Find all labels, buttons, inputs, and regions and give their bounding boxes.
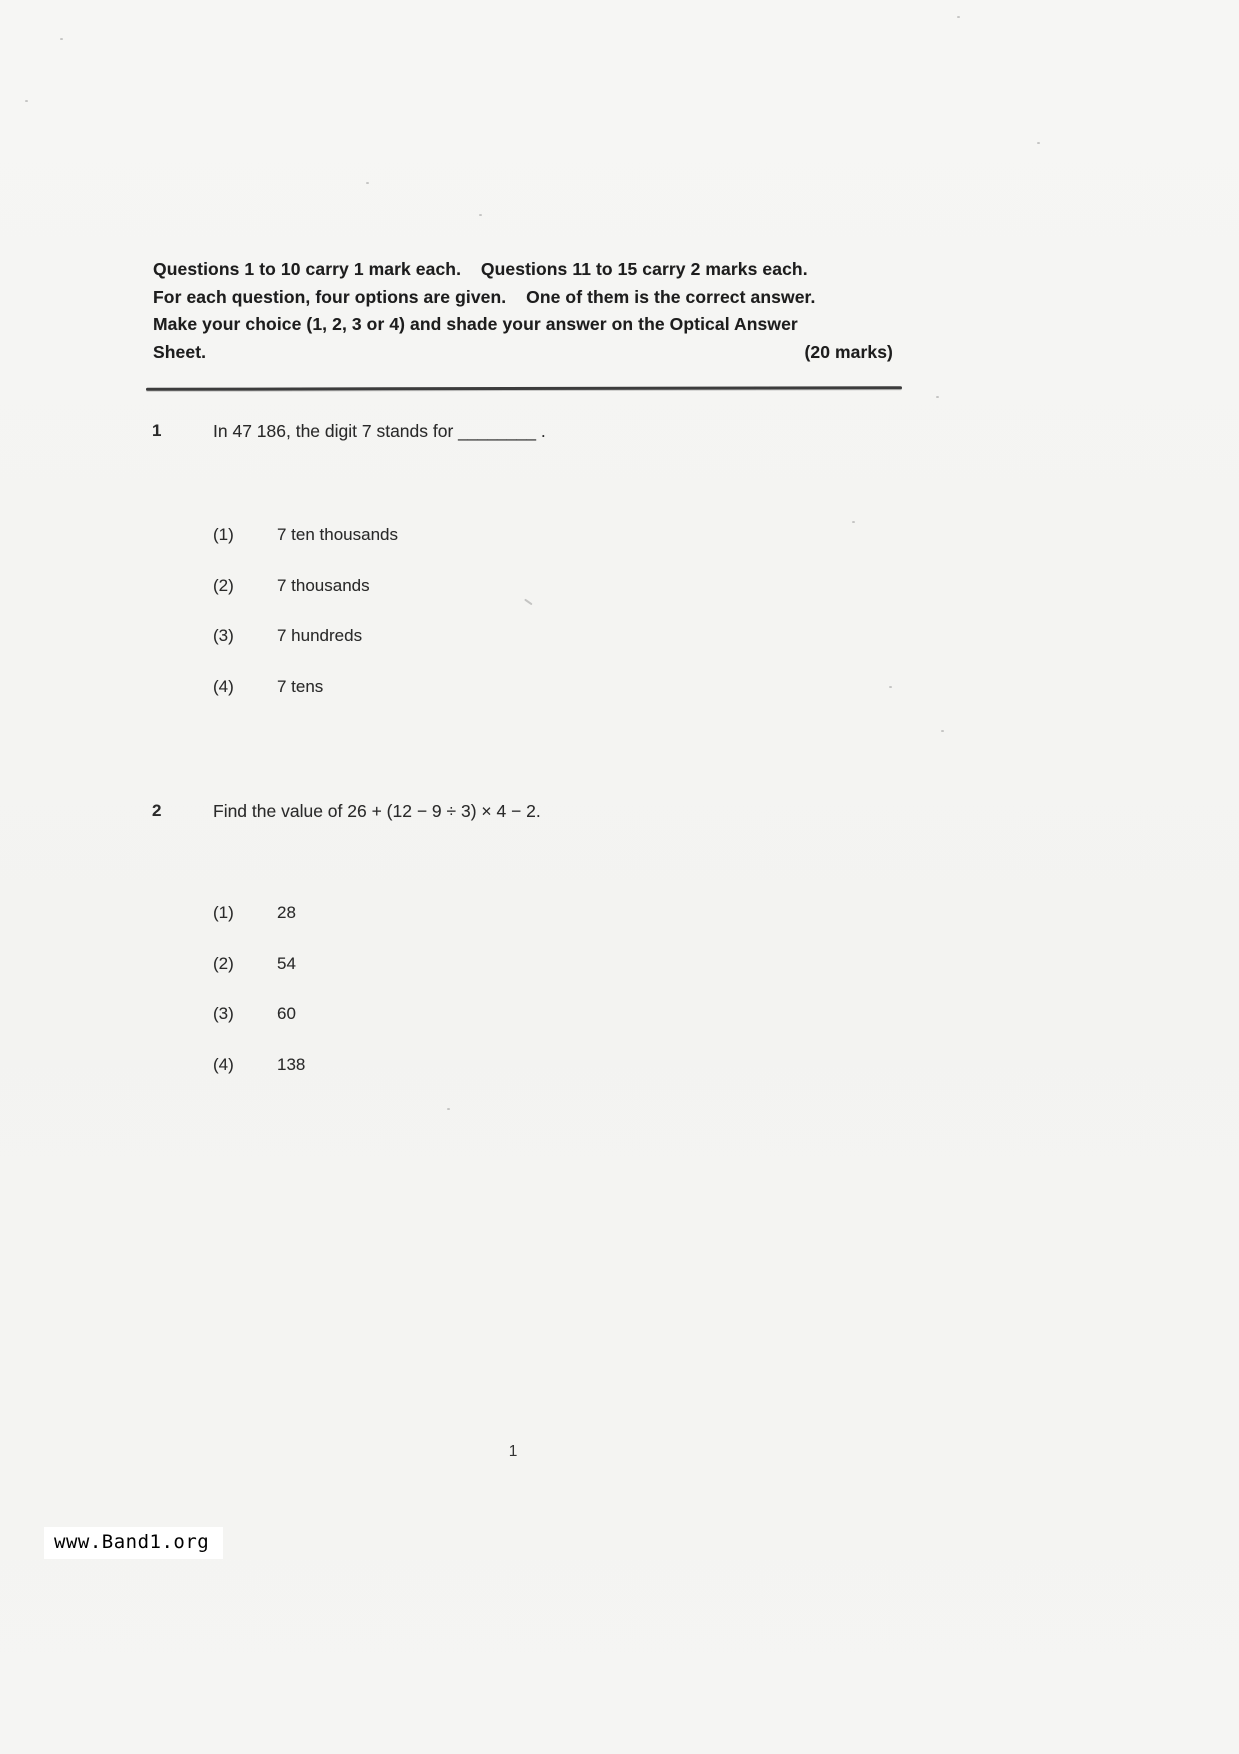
instructions-line: Questions 1 to 10 carry 1 mark each. Questions 11 to 15 carry 2 marks each.	[153, 259, 808, 279]
option-row	[213, 524, 932, 575]
option-text: 138	[277, 1054, 306, 1074]
instructions-line: Make your choice (1, 2, 3 or 4) and shade your answer on the Optical Answer	[153, 314, 798, 334]
question-number: 2	[152, 801, 162, 820]
option-text: 7 tens	[277, 676, 324, 696]
option-label: (3)	[213, 626, 234, 645]
option-row	[213, 1054, 932, 1105]
question-2-options	[152, 902, 932, 1104]
marks-total-label: (20 marks)	[804, 342, 893, 362]
question-1	[152, 420, 932, 726]
option-row	[213, 625, 932, 676]
exam-instructions	[153, 256, 901, 366]
option-label: (3)	[213, 1004, 234, 1023]
question-2	[152, 800, 932, 1104]
option-label: (2)	[213, 575, 234, 595]
option-text: 7 ten thousands	[277, 525, 398, 544]
option-row	[213, 902, 932, 953]
option-text: 60	[277, 1004, 296, 1023]
instructions-line: Sheet.	[153, 341, 207, 362]
watermark-url: www.Band1.org	[44, 1527, 223, 1559]
option-label: (4)	[213, 676, 234, 696]
option-row	[213, 953, 932, 1004]
question-1-options	[152, 524, 932, 726]
scan-speck	[941, 730, 944, 732]
option-label: (1)	[213, 903, 234, 922]
option-row	[213, 1003, 932, 1054]
option-label: (2)	[213, 953, 234, 973]
question-number: 1	[152, 421, 162, 440]
option-text: 7 thousands	[277, 575, 370, 595]
scan-speck	[957, 16, 960, 18]
scan-speck	[447, 1108, 450, 1110]
scan-speck	[25, 100, 28, 102]
scan-speck	[479, 214, 482, 216]
page-number: 1	[508, 1443, 518, 1460]
option-row	[213, 676, 932, 727]
scan-speck	[936, 396, 939, 398]
option-row	[213, 575, 932, 626]
scan-speck	[1037, 142, 1040, 144]
option-text: 54	[277, 953, 296, 973]
option-label: (1)	[213, 525, 234, 544]
question-text: Find the value of 26 + (12 − 9 ÷ 3) × 4 − 2.	[213, 801, 541, 821]
option-text: 28	[277, 903, 296, 922]
section-divider	[146, 386, 902, 390]
instructions-line: For each question, four options are given. One of them is the correct answer.	[153, 286, 816, 307]
scan-speck	[60, 38, 63, 40]
question-text: In 47 186, the digit 7 stands for ________ .	[213, 421, 546, 441]
scan-speck	[366, 182, 369, 184]
option-text: 7 hundreds	[277, 626, 363, 645]
option-label: (4)	[213, 1054, 234, 1074]
